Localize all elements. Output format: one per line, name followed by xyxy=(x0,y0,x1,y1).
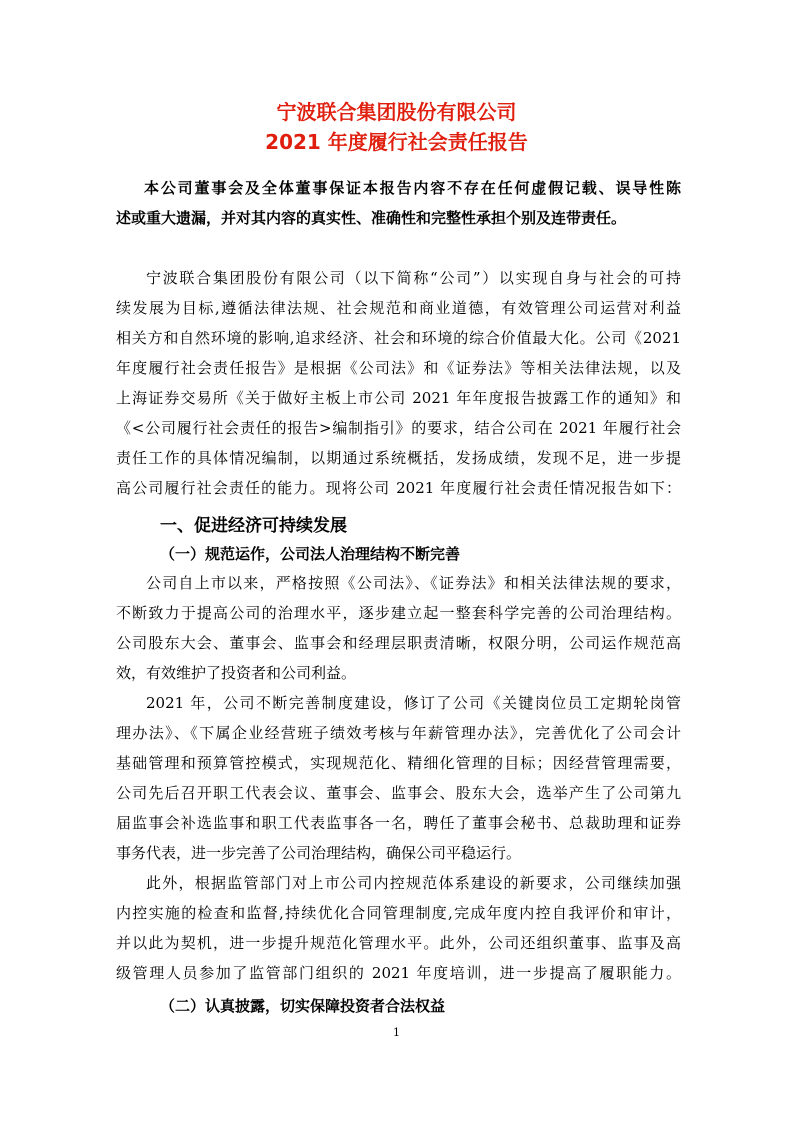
paragraph-line: 效，有效维护了投资者和公司利益。 xyxy=(116,664,357,682)
intro-line: 续发展为目标,遵循法律法规、社会规范和商业道德，有效管理公司运营对利益 xyxy=(116,299,681,317)
intro-line: 年度履行社会责任报告》是根据《公司法》和《证券法》等相关法律法规，以及 xyxy=(116,359,681,377)
intro-line: 《<公司履行社会责任的报告>编制指引》的要求，结合公司在 2021 年履行社会 xyxy=(116,419,681,437)
intro-line: 上海证券交易所《关于做好主板上市公司 2021 年年度报告披露工作的通知》和 xyxy=(116,389,681,407)
paragraph-line: 事务代表，进一步完善了公司治理结构，确保公司平稳运行。 xyxy=(116,844,522,862)
report-year-title: 2021 年度履行社会责任报告 xyxy=(265,130,528,154)
paragraph-line: 级管理人员参加了监管部门组织的 2021 年度培训，进一步提高了履职能力。 xyxy=(116,964,681,982)
statement-line: 述或重大遗漏，并对其内容的真实性、准确性和完整性承担个别及连带责任。 xyxy=(116,209,627,227)
paragraph-line: 公司自上市以来，严格按照《公司法》、《证券法》和相关法律法规的要求， xyxy=(146,574,681,592)
intro-line: 高公司履行社会责任的能力。现将公司 2021 年度履行社会责任情况报告如下： xyxy=(116,479,681,497)
paragraph-line: 届监事会补选监事和职工代表监事各一名，聘任了董事会秘书、总裁助理和证券 xyxy=(116,814,681,832)
intro-line: 相关方和自然环境的影响,追求经济、社会和环境的综合价值最大化。公司《2021 xyxy=(116,329,681,347)
paragraph-line: 并以此为契机，进一步提升规范化管理水平。此外，公司还组织董事、监事及高 xyxy=(116,934,681,952)
report-company-title: 宁波联合集团股份有限公司 xyxy=(276,100,517,124)
paragraph-line: 此外，根据监管部门对上市公司内控规范体系建设的新要求，公司继续加强 xyxy=(146,874,681,892)
section-heading: 一、促进经济可持续发展 xyxy=(160,516,347,536)
paragraph-line: 不断致力于提高公司的治理水平，逐步建立起一整套科学完善的公司治理结构。 xyxy=(116,604,681,622)
paragraph-line: 公司先后召开职工代表会议、董事会、监事会、股东大会，选举产生了公司第九 xyxy=(116,784,681,802)
paragraph-line: 公司股东大会、董事会、监事会和经理层职责清晰，权限分明，公司运作规范高 xyxy=(116,634,681,652)
subsection-heading: （二）认真披露，切实保障投资者合法权益 xyxy=(160,997,446,1015)
paragraph-line: 理办法》、《下属企业经营班子绩效考核与年薪管理办法》，完善优化了公司会计 xyxy=(116,724,681,742)
paragraph-line: 2021 年，公司不断完善制度建设，修订了公司《关键岗位员工定期轮岗管 xyxy=(146,694,681,712)
intro-line: 宁波联合集团股份有限公司（以下简称“公司”）以实现自身与社会的可持 xyxy=(146,269,681,287)
statement-line: 本公司董事会及全体董事保证本报告内容不存在任何虚假记载、误导性陈 xyxy=(144,179,681,197)
intro-line: 责任工作的具体情况编制，以期通过系统概括，发扬成绩，发现不足，进一步提 xyxy=(116,449,681,467)
paragraph-line: 基础管理和预算管控模式，实现规范化、精细化管理的目标；因经营管理需要， xyxy=(116,754,681,772)
page-number: 1 xyxy=(393,1026,400,1039)
subsection-heading: （一）规范运作，公司法人治理结构不断完善 xyxy=(160,545,461,563)
paragraph-line: 内控实施的检查和监督,持续优化合同管理制度,完成年度内控自我评价和审计， xyxy=(116,904,681,922)
